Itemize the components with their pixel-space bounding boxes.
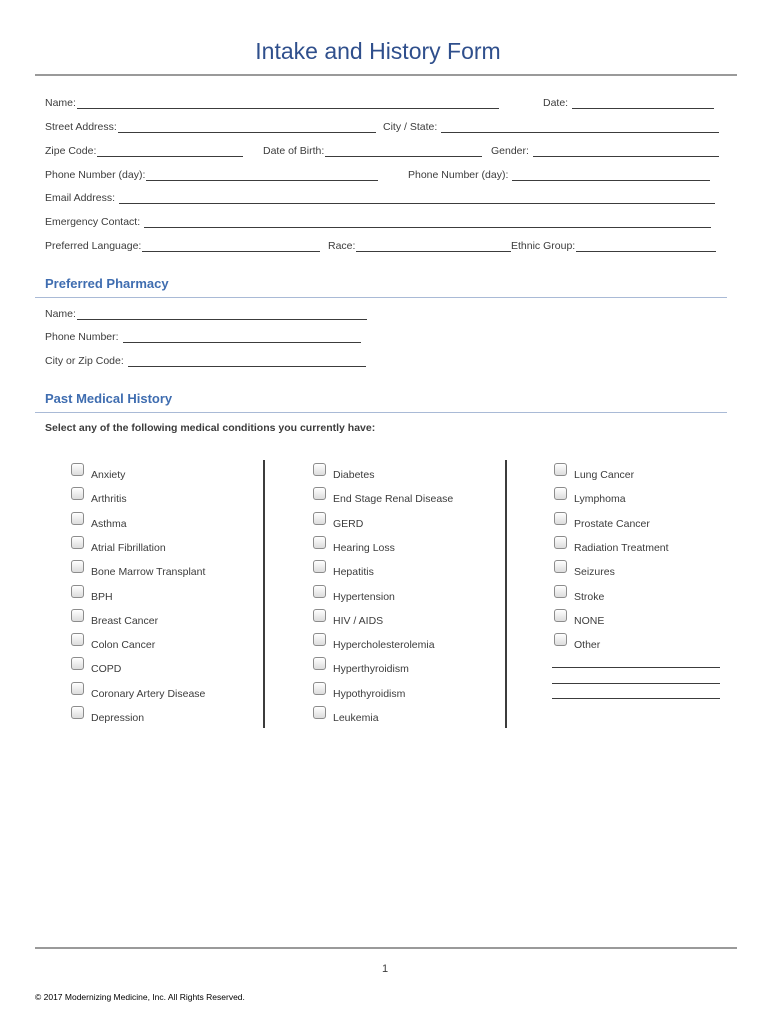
condition-label-seizures: Seizures bbox=[574, 566, 615, 579]
checkbox-bph[interactable] bbox=[71, 585, 84, 598]
pharmacy-city-zip-label: City or Zip Code: bbox=[45, 355, 124, 367]
column-divider-1 bbox=[263, 460, 265, 728]
checkbox-atrial-fibrillation[interactable] bbox=[71, 536, 84, 549]
phone-day-label-1: Phone Number (day): bbox=[45, 169, 146, 181]
checkbox-asthma[interactable] bbox=[71, 512, 84, 525]
checkbox-diabetes[interactable] bbox=[313, 463, 326, 476]
checkbox-radiation-treatment[interactable] bbox=[554, 536, 567, 549]
date-label: Date: bbox=[543, 97, 569, 109]
city-state-input-line[interactable] bbox=[441, 121, 719, 133]
pharmacy-section-divider bbox=[35, 297, 727, 298]
condition-label-atrial-fibrillation: Atrial Fibrillation bbox=[91, 541, 166, 554]
phone-day-input-line-1[interactable] bbox=[146, 169, 378, 181]
zip-code-input-line[interactable] bbox=[97, 145, 243, 157]
condition-label-diabetes: Diabetes bbox=[333, 469, 375, 481]
pharmacy-name-field[interactable] bbox=[45, 306, 367, 320]
race-field[interactable] bbox=[328, 238, 511, 252]
date-of-birth-label: Date of Birth: bbox=[263, 145, 325, 157]
checkbox-hypercholesterolemia[interactable] bbox=[313, 633, 326, 646]
checkbox-bone-marrow-transplant[interactable] bbox=[71, 560, 84, 573]
date-of-birth-field[interactable] bbox=[263, 143, 482, 157]
ethnic-group-label: Ethnic Group: bbox=[511, 240, 576, 252]
condition-label-breast-cancer: Breast Cancer bbox=[91, 614, 159, 627]
pharmacy-phone-label: Phone Number: bbox=[45, 331, 119, 343]
checkbox-coronary-artery-disease[interactable] bbox=[71, 682, 84, 695]
condition-label-copd: COPD bbox=[91, 663, 122, 676]
checkbox-none[interactable] bbox=[554, 609, 567, 622]
condition-label-depression: Depression bbox=[91, 712, 145, 724]
checkbox-end-stage-renal-disease[interactable] bbox=[313, 487, 326, 500]
phone-day-label-2: Phone Number (day): bbox=[408, 169, 509, 181]
checkbox-hyperthyroidism[interactable] bbox=[313, 657, 326, 670]
phone-day-field-2[interactable] bbox=[408, 167, 710, 181]
name-label: Name: bbox=[45, 97, 76, 109]
history-section-divider bbox=[35, 412, 727, 413]
emergency-contact-field[interactable] bbox=[45, 214, 711, 228]
checkbox-arthritis[interactable] bbox=[71, 487, 84, 500]
preferred-language-input-line[interactable] bbox=[142, 240, 320, 252]
history-section-title: Past Medical History bbox=[45, 391, 173, 406]
form-title: Intake and History Form bbox=[255, 38, 501, 64]
ethnic-group-field[interactable] bbox=[511, 238, 716, 252]
pharmacy-section-title: Preferred Pharmacy bbox=[45, 276, 169, 291]
condition-label-hypothyroidism: Hypothyroidism bbox=[333, 687, 406, 700]
history-instruction: Select any of the following medical conditions you currently have: bbox=[45, 422, 376, 434]
other-line-1[interactable] bbox=[552, 667, 720, 668]
pharmacy-name-label: Name: bbox=[45, 308, 76, 320]
checkbox-hypertension[interactable] bbox=[313, 585, 326, 598]
checkbox-gerd[interactable] bbox=[313, 512, 326, 525]
condition-label-bone-marrow-transplant: Bone Marrow Transplant bbox=[91, 566, 206, 579]
condition-label-lymphoma: Lymphoma bbox=[574, 493, 626, 506]
condition-label-hypertension: Hypertension bbox=[333, 590, 395, 603]
condition-label-hearing-loss: Hearing Loss bbox=[333, 541, 395, 554]
other-line-3[interactable] bbox=[552, 698, 720, 699]
condition-label-end-stage-renal-disease: End Stage Renal Disease bbox=[333, 493, 454, 506]
checkbox-seizures[interactable] bbox=[554, 560, 567, 573]
street-address-label: Street Address: bbox=[45, 121, 117, 133]
phone-day-input-line-2[interactable] bbox=[512, 169, 710, 181]
race-label: Race: bbox=[328, 240, 356, 252]
condition-label-hypercholesterolemia: Hypercholesterolemia bbox=[333, 639, 435, 652]
condition-label-other: Other bbox=[574, 639, 601, 652]
pharmacy-city-zip-field[interactable] bbox=[45, 353, 366, 367]
checkbox-colon-cancer[interactable] bbox=[71, 633, 84, 646]
pharmacy-name-input-line[interactable] bbox=[77, 308, 367, 320]
ethnic-group-input-line[interactable] bbox=[576, 240, 716, 252]
emergency-contact-input-line[interactable] bbox=[144, 216, 711, 228]
condition-label-hiv-aids: HIV / AIDS bbox=[333, 614, 384, 627]
gender-input-line[interactable] bbox=[533, 145, 719, 157]
column-divider-2 bbox=[505, 460, 507, 728]
checkbox-hepatitis[interactable] bbox=[313, 560, 326, 573]
checkbox-stroke[interactable] bbox=[554, 585, 567, 598]
city-state-label: City / State: bbox=[383, 121, 438, 133]
condition-label-bph: BPH bbox=[91, 590, 113, 603]
city-state-field[interactable] bbox=[383, 119, 719, 133]
email-input-line[interactable] bbox=[119, 192, 715, 204]
phone-day-field-1[interactable] bbox=[45, 167, 378, 181]
condition-label-hyperthyroidism: Hyperthyroidism bbox=[333, 663, 409, 676]
email-label: Email Address: bbox=[45, 192, 116, 204]
pharmacy-phone-field[interactable] bbox=[45, 329, 361, 343]
preferred-language-field[interactable] bbox=[45, 238, 320, 252]
date-input-line[interactable] bbox=[572, 97, 714, 109]
checkbox-hypothyroidism[interactable] bbox=[313, 682, 326, 695]
gender-label: Gender: bbox=[491, 145, 529, 157]
checkbox-anxiety[interactable] bbox=[71, 463, 84, 476]
zip-code-field[interactable] bbox=[45, 143, 243, 157]
emergency-contact-label: Emergency Contact: bbox=[45, 216, 141, 228]
checkbox-prostate-cancer[interactable] bbox=[554, 512, 567, 525]
checkbox-leukemia[interactable] bbox=[313, 706, 326, 719]
condition-label-arthritis: Arthritis bbox=[91, 493, 127, 506]
checkbox-copd[interactable] bbox=[71, 657, 84, 670]
checkbox-hiv-aids[interactable] bbox=[313, 609, 326, 622]
checkbox-lymphoma[interactable] bbox=[554, 487, 567, 500]
email-field[interactable] bbox=[45, 190, 715, 204]
footer-divider bbox=[35, 947, 737, 949]
condition-label-none: NONE bbox=[574, 614, 605, 627]
zip-code-label: Zipe Code: bbox=[45, 145, 97, 157]
race-input-line[interactable] bbox=[356, 240, 511, 252]
page-number: 1 bbox=[381, 963, 389, 975]
condition-label-stroke: Stroke bbox=[574, 590, 605, 603]
condition-label-anxiety: Anxiety bbox=[91, 469, 126, 481]
checkbox-other[interactable] bbox=[554, 633, 567, 646]
date-of-birth-input-line[interactable] bbox=[325, 145, 482, 157]
pharmacy-phone-input-line[interactable] bbox=[123, 331, 361, 343]
checkbox-depression[interactable] bbox=[71, 706, 84, 719]
preferred-language-label: Preferred Language: bbox=[45, 240, 142, 252]
gender-field[interactable] bbox=[491, 143, 719, 157]
name-field[interactable] bbox=[45, 95, 499, 109]
condition-label-leukemia: Leukemia bbox=[333, 712, 379, 724]
street-address-input-line[interactable] bbox=[118, 121, 376, 133]
condition-label-prostate-cancer: Prostate Cancer bbox=[574, 517, 650, 530]
pharmacy-city-zip-input-line[interactable] bbox=[128, 355, 366, 367]
condition-label-asthma: Asthma bbox=[91, 517, 127, 530]
condition-label-colon-cancer: Colon Cancer bbox=[91, 639, 156, 652]
condition-label-gerd: GERD bbox=[333, 517, 364, 530]
date-field[interactable] bbox=[543, 95, 714, 109]
condition-label-hepatitis: Hepatitis bbox=[333, 566, 374, 579]
condition-label-coronary-artery-disease: Coronary Artery Disease bbox=[91, 687, 206, 700]
name-input-line[interactable] bbox=[77, 97, 499, 109]
header-divider bbox=[35, 74, 737, 76]
street-address-field[interactable] bbox=[45, 119, 376, 133]
checkbox-lung-cancer[interactable] bbox=[554, 463, 567, 476]
condition-label-lung-cancer: Lung Cancer bbox=[574, 469, 635, 481]
checkbox-hearing-loss[interactable] bbox=[313, 536, 326, 549]
condition-label-radiation-treatment: Radiation Treatment bbox=[574, 541, 669, 554]
checkbox-breast-cancer[interactable] bbox=[71, 609, 84, 622]
copyright-text: © 2017 Modernizing Medicine, Inc. All Rights Reserved. bbox=[35, 992, 245, 1002]
other-line-2[interactable] bbox=[552, 683, 720, 684]
